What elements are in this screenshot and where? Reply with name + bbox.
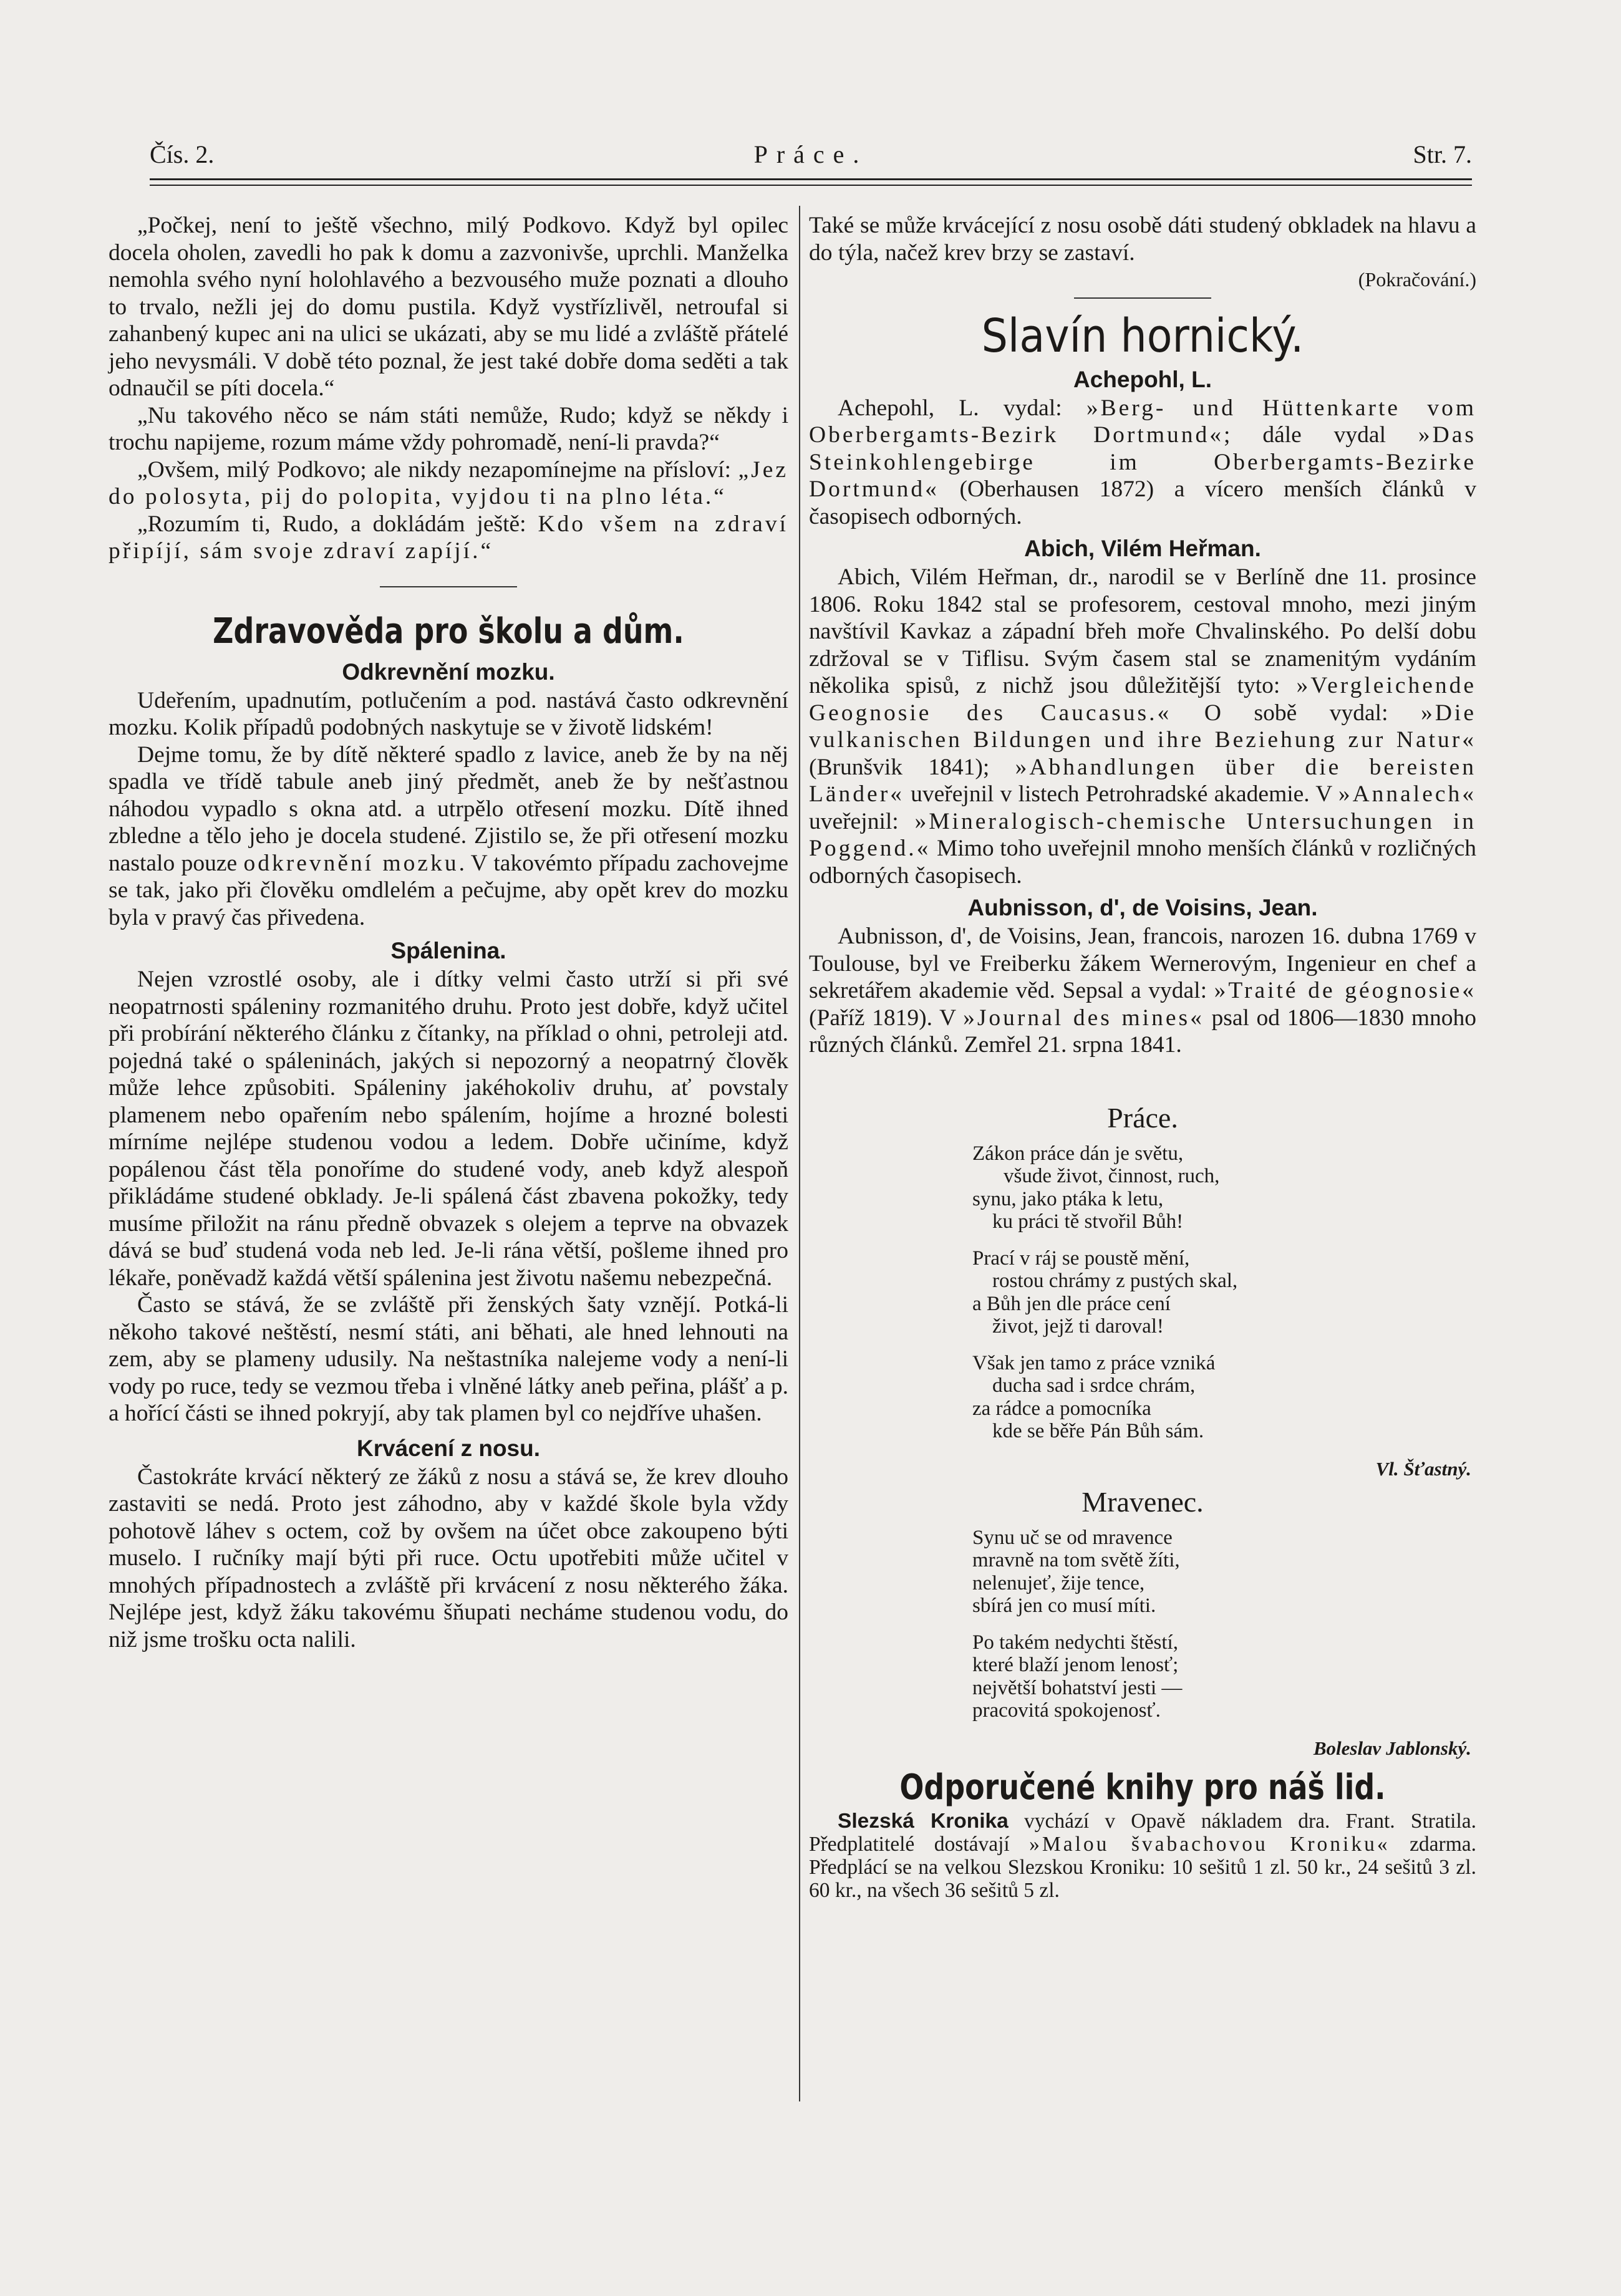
page-number: Str. 7. bbox=[1413, 140, 1472, 168]
entry-paragraph: Abich, Vilém Heřman, dr., narodil se v Berlíně dne 11. prosince 1806. Roku 1842 stal se profesorem, cestoval mnoho, mezi jiným navštívil Kavkaz a západní břeh moře Chvalinského. Po delší dobu zdržoval se v Tiflisu. Svým časem stal se znamenitým vydáním několika spisů, z nichž jsou důležitější tyto: »Vergleichende Geognosie des Caucasus.« O sobě vydal: »Die vulkanischen Bildungen und ihre Beziehung zur Natur« (Brunšvik 1841); »Abhandlungen über die bereisten Länder« uveřejnil v listech Petrohradské akademie. V »Annalech« uveřejnil: »Mineralogisch-chemische Untersuchungen in Poggend.« Mimo toho uveřejnil mnoho menších článků v rozličných odborných časopisech. bbox=[809, 564, 1476, 889]
journal-title: Práce. bbox=[753, 140, 868, 168]
left-column bbox=[109, 212, 788, 1653]
poem-title: Mravenec. bbox=[1081, 1485, 1204, 1518]
poem bbox=[972, 1142, 1476, 1443]
subsection-title: Krvácení z nosu. bbox=[356, 1435, 541, 1461]
issue-number: Čís. 2. bbox=[150, 140, 215, 168]
poem-author: Boleslav Jablonský. bbox=[1313, 1737, 1471, 1759]
book-notice: Slezská Kronika vychází v Opavě nákladem dra. Frant. Stratila. Předplatitelé dostávají »Malou švabachovou Kroniku« zdarma. Předplácí se na velkou Slezskou Kroniku: 10 sešitů 1 zl. 50 kr., 24 sešitů 3 zl. 60 kr., na všech 36 sešitů 5 zl. bbox=[809, 1809, 1477, 1902]
divider bbox=[1074, 297, 1211, 299]
story-paragraph: „Ovšem, milý Podkovo; ale nikdy nezapomínejme na přísloví: „Jez do polosyta, pij do polopita, vyjdou ti na plno léta.“ bbox=[109, 456, 788, 509]
subsection-title: Odkrevnění mozku. bbox=[342, 658, 555, 685]
column-divider bbox=[799, 206, 800, 2101]
stanza: Po takém nedychti štěstí, které blaží jenom lenosť; největší bohatství jesti — pracovitá spokojenosť. bbox=[972, 1631, 1183, 1722]
proverb: Kdo všem na zdraví připíjí, sám svoje zdraví zapíjí.“ bbox=[109, 511, 788, 564]
story-paragraph: „Nu takového něco se nám státi nemůže, Rudo; když se někdy i trochu napijeme, rozum máme vždy pohromadě, není-li pravda?“ bbox=[109, 402, 788, 455]
story-paragraph: „Rozumím ti, Rudo, a dokládám ještě: Kdo všem na zdraví připíjí, sám svoje zdraví zapíjí.“ bbox=[109, 511, 788, 564]
entry-paragraph: Achepohl, L. vydal: »Berg- und Hüttenkarte vom Oberbergamts-Bezirk Dortmund«; dále vydal »Das Steinkohlengebirge im Oberbergamts-Bezirke Dortmund« (Oberhausen 1872) a vícero menších článků v časopisech odborných. bbox=[809, 395, 1476, 529]
stanza: Však jen tamo z práce vzniká ducha sad i srdce chrám, za rádce a pomocníka kde se běře Pán Bůh sám. bbox=[972, 1351, 1216, 1442]
header-rule bbox=[150, 178, 1472, 180]
article-paragraph: Častokráte krvácí některý ze žáků z nosu a stává se, že krev dlouho zastaviti se nedá. Proto jest záhodno, aby v každé škole byla vždy pohotově láhev s octem, což by ovšem na účet obce zakoupeno býti muselo. I ručníky mají býti při ruce. Octu upotřebiti může učitel v mnohých případnostech a zvláště při krvácení z nosu některého žáka. Nejlépe jest, když žáku takovému šňupati necháme studenou vodu, do niž jsme trošku octa nalili. bbox=[109, 1464, 788, 1652]
article-paragraph: Nejen vzrostlé osoby, ale i dítky velmi často utrží si při své neopatrnosti spáleniny rozmanitého druhu. Proto jest dobře, když učitel při probírání některého článku z čítanky, na příklad o ohni, petroleji atd. pojedná také o spáleninách, jakých si nepozorný a neopatrný člověk může lehce způsobiti. Spáleniny jakéhokoliv druhu, ať povstaly plamenem nebo opařením nebo spálením, hojíme a hrozné bolesti mírníme nejlépe studenou vodou a ledem. Dobře učiníme, když popálenou část těla ponoříme do studené vody, aneb když alespoň přikládáme studené obklady. Je-li spálená část zbavena pokožky, tedy musíme přiložit na ránu předně obvazek s olejem a teprve na obvazek dává se buď studená voda neb led. Je-li rána větší, pošleme ihned pro lékaře, poněvadž každá větší spálenina jest životu našemu nebezpečná. bbox=[109, 967, 788, 1291]
article-paragraph: Také se může krvácející z nosu osobě dáti studený obkladek na hlavu a do týla, načež krev brzy se zastaví. bbox=[809, 213, 1476, 266]
stanza: Prací v ráj se poustě mění, rostou chrámy z pustých skal, a Bůh jen dle práce cení život, jejž ti daroval! bbox=[972, 1247, 1238, 1338]
article-paragraph: Udeřením, upadnutím, potlučením a pod. nastává často odkrevnění mozku. Kolik případů podobných naskytuje se v životě lidském! bbox=[109, 687, 788, 740]
section-title: Zdravověda pro školu a dům. bbox=[213, 610, 684, 652]
right-column bbox=[809, 212, 1476, 1902]
subsection-title: Spálenina. bbox=[390, 938, 506, 963]
poem-author: Vl. Šťastný. bbox=[1375, 1457, 1471, 1480]
entry-title: Aubnisson, d', de Voisins, Jean. bbox=[967, 895, 1318, 920]
story-paragraph: „Počkej, není to ještě všechno, milý Podkovo. Když byl opilec docela oholen, zavedli ho pak k domu a zazvonivše, uprchli. Manželka nemohla svého nyní holohlavého a bezvousého muže poznati a dlouho to trvalo, nežli jej do domu pustila. Když vystřízlivěl, netroufal si zahanbený kupec ani na ulici se ukázati, aby se mu lidé a zvláště přátelé jeho nevysmáli. V době této poznal, že jest také dobře doma seděti a tak odnaučil se píti docela.“ bbox=[109, 213, 788, 401]
entry-title: Abich, Vilém Heřman. bbox=[1024, 536, 1261, 561]
article-paragraph: Často se stává, že se zvláště při ženských šaty vznějí. Potká-li někoho takové neštěstí, nesmí státi, ani běhati, ale hned lehnouti na zem, aby se plameny udusily. Na neštastníka nalejeme vody a není-li vody po ruce, tedy se vezmou třeba i vlněné látky aneb peřina, plášť a p. a hořící části se ihned pokryjí, aby tak plamen byl co nejdříve uhašen. bbox=[109, 1292, 788, 1426]
poem-title: Práce. bbox=[1107, 1101, 1178, 1134]
stanza: Zákon práce dán je světu, všude život, činnost, ruch, synu, jako ptáka k letu, ku práci tě stvořil Bůh! bbox=[972, 1142, 1220, 1233]
entry-paragraph: Aubnisson, d', de Voisins, Jean, francois, narozen 16. dubna 1769 v Toulouse, byl ve Freiberku žákem Wernerovým, Ingenieur en chef a sekretářem akademie věd. Sepsal a vydal: »Traité de géognosie« (Paříž 1819). V »Journal des mines« psal od 1806—1830 mnoho různých článků. Zemřel 21. srpna 1841. bbox=[809, 924, 1476, 1058]
page-header bbox=[150, 140, 1472, 177]
continuation-note: (Pokračování.) bbox=[1358, 268, 1476, 291]
divider bbox=[380, 586, 517, 587]
stanza: Synu uč se od mravence mravně na tom světě žíti, nelenujeť, žije tence, sbírá jen co musí míti. bbox=[972, 1526, 1180, 1617]
entry-title: Achepohl, L. bbox=[1073, 366, 1212, 392]
poem bbox=[972, 1527, 1476, 1722]
section-title: Odporučené knihy pro náš lid. bbox=[899, 1767, 1386, 1808]
proverb: „Jez do polosyta, pij do polopita, vyjdou ti na plno léta.“ bbox=[109, 456, 788, 509]
section-title: Slavín hornický. bbox=[981, 309, 1304, 363]
header-rule-thin bbox=[150, 185, 1472, 186]
article-paragraph: Dejme tomu, že by dítě některé spadlo z lavice, aneb že by na něj spadla ve třídě tabule aneb jiný předmět, aneb že by nešťastnou náhodou vypadlo s okna atd. a utrpělo otřesení mozku. Dítě ihned zbledne a tělo jeho je docela studené. Zjistilo se, že při otřesení mozku nastalo pouze odkrevnění mozku. V takovémto případu zachovejme se tak, jako při člověku omdlelém a pečujme, aby opět krev do mozku byla v pravý čas přivedena. bbox=[109, 741, 788, 930]
